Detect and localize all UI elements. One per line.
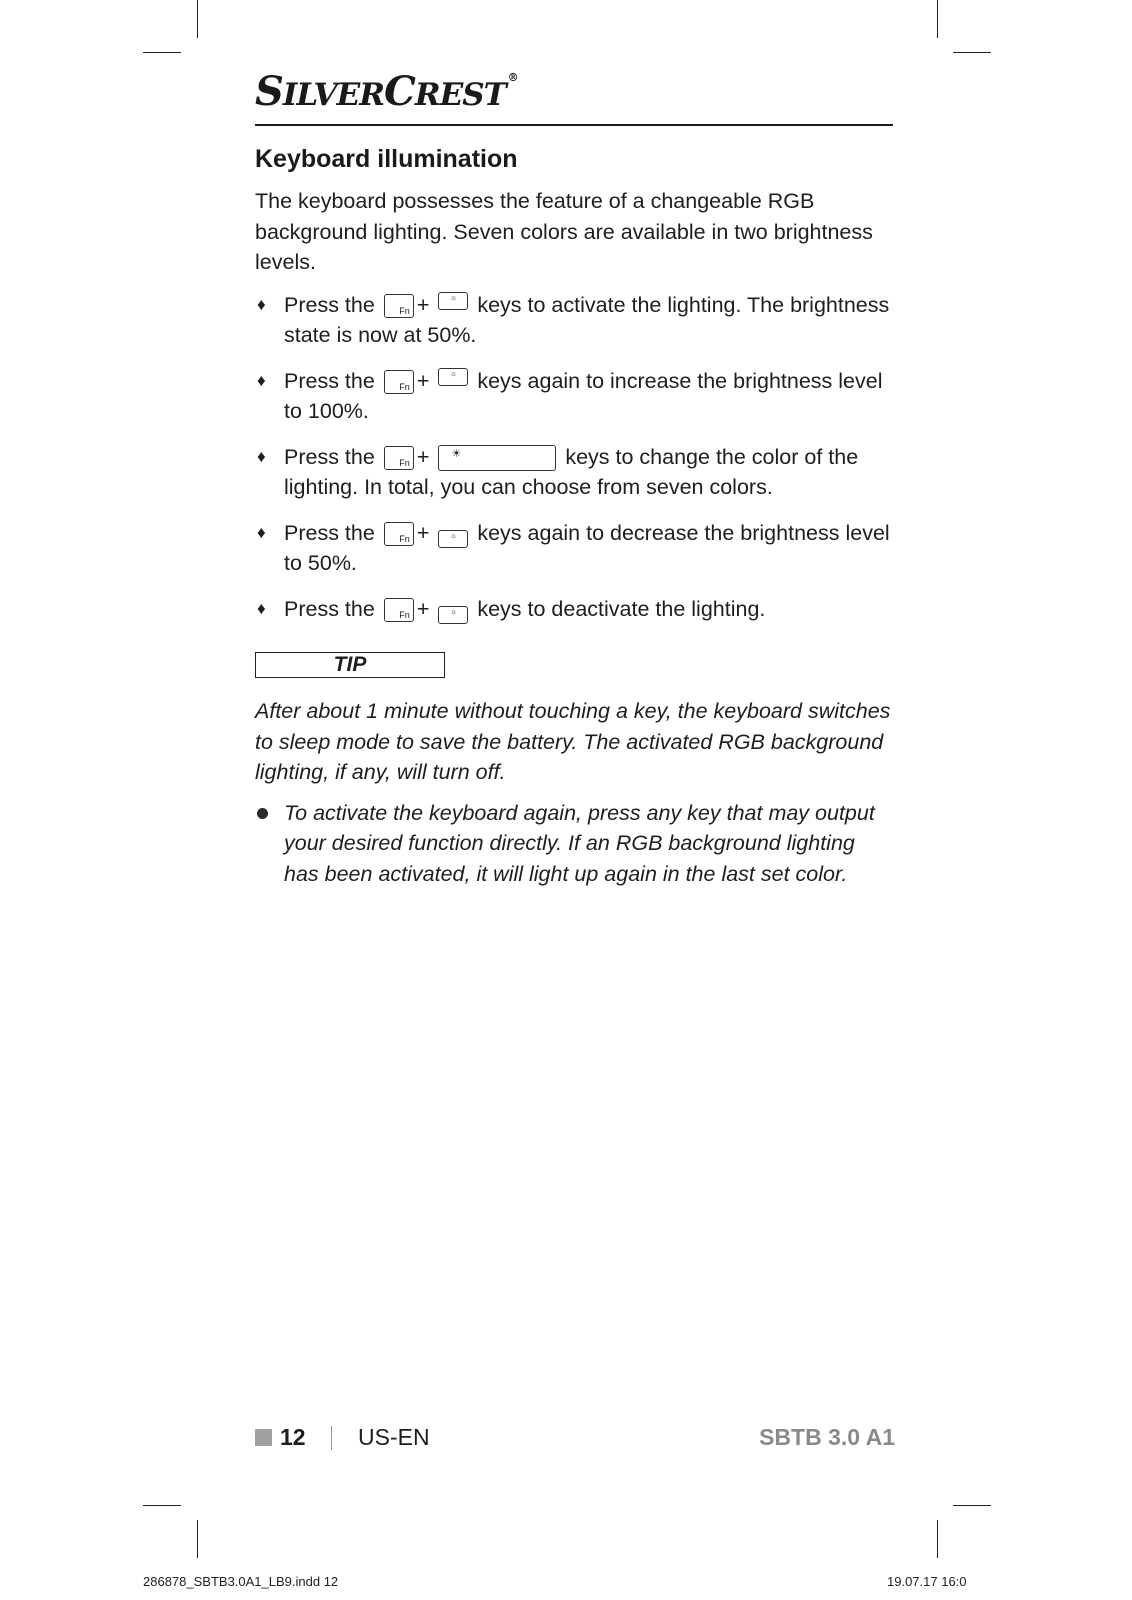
crop-mark: [143, 1505, 181, 1506]
header-rule: [255, 124, 893, 126]
print-slug-date: 19.07.17 16:0: [887, 1574, 967, 1589]
footer-divider: [331, 1426, 332, 1450]
diamond-bullet-icon: ♦: [257, 598, 266, 618]
intro-paragraph: The keyboard possesses the feature of a changeable RGB background lighting. Seven colors are available in two brightness levels.: [255, 189, 873, 274]
diamond-bullet-icon: ♦: [257, 294, 266, 314]
diamond-bullet-icon: ♦: [257, 522, 266, 542]
diamond-bullet-icon: ♦: [257, 370, 266, 390]
fn-key-icon: Fn: [384, 446, 414, 470]
diamond-bullet-icon: ♦: [257, 446, 266, 466]
crop-mark: [197, 1520, 198, 1558]
brightness-up-key-icon: ☼: [438, 292, 468, 310]
list-item: To activate the keyboard again, press any key that may output your desired function directly. If an RGB background lighting has been activated, it will light up again in the last set color.: [255, 798, 895, 890]
tip-paragraph: After about 1 minute without touching a key, the keyboard switches to sleep mode to save the battery. The activated RGB background lighting, if any, will turn off.: [255, 699, 891, 784]
tip-label: TIP: [255, 652, 445, 678]
page-footer: [255, 1420, 895, 1454]
main-content: [255, 142, 895, 889]
fn-key-icon: Fn: [384, 294, 414, 318]
crop-mark: [143, 52, 181, 53]
print-slug-file: 286878_SBTB3.0A1_LB9.indd 12: [143, 1574, 339, 1589]
crop-mark: [197, 0, 198, 38]
space-key-icon: ☀: [438, 445, 556, 471]
fn-key-icon: Fn: [384, 370, 414, 394]
fn-key-icon: Fn: [384, 598, 414, 622]
list-item: ♦ Press the Fn + ☀ keys to change the color of the lighting. In total, you can choose from seven colors.: [255, 442, 895, 503]
brightness-up-key-icon: ☼: [438, 368, 468, 386]
dot-bullet-icon: [257, 808, 268, 819]
crop-mark: [937, 0, 938, 38]
crop-mark: [937, 1520, 938, 1558]
list-item: ♦ Press the Fn + ☼ keys to deactivate the lighting.: [255, 594, 895, 625]
square-marker-icon: [255, 1429, 272, 1446]
fn-key-icon: Fn: [384, 522, 414, 546]
region-code: US-EN: [358, 1424, 430, 1450]
brightness-down-key-icon: ☼: [438, 530, 468, 548]
list-item: ♦ Press the Fn + ☼ keys to activate the lighting. The brightness state is now at 50%.: [255, 290, 895, 351]
model-number: SBTB 3.0 A1: [759, 1424, 895, 1450]
step-list: [255, 290, 895, 625]
crop-mark: [953, 1505, 991, 1506]
section-title: Keyboard illumination: [255, 145, 518, 173]
tip-list: [255, 798, 895, 890]
page-number: 12: [280, 1424, 306, 1450]
list-item: ♦ Press the Fn + ☼ keys again to increase the brightness level to 100%.: [255, 366, 895, 427]
crop-mark: [953, 52, 991, 53]
list-item: ♦ Press the Fn + ☼ keys again to decrease the brightness level to 50%.: [255, 518, 895, 579]
brightness-down-key-icon: ☼: [438, 606, 468, 624]
silvercrest-logo: SILVERCREST ®: [255, 68, 518, 115]
